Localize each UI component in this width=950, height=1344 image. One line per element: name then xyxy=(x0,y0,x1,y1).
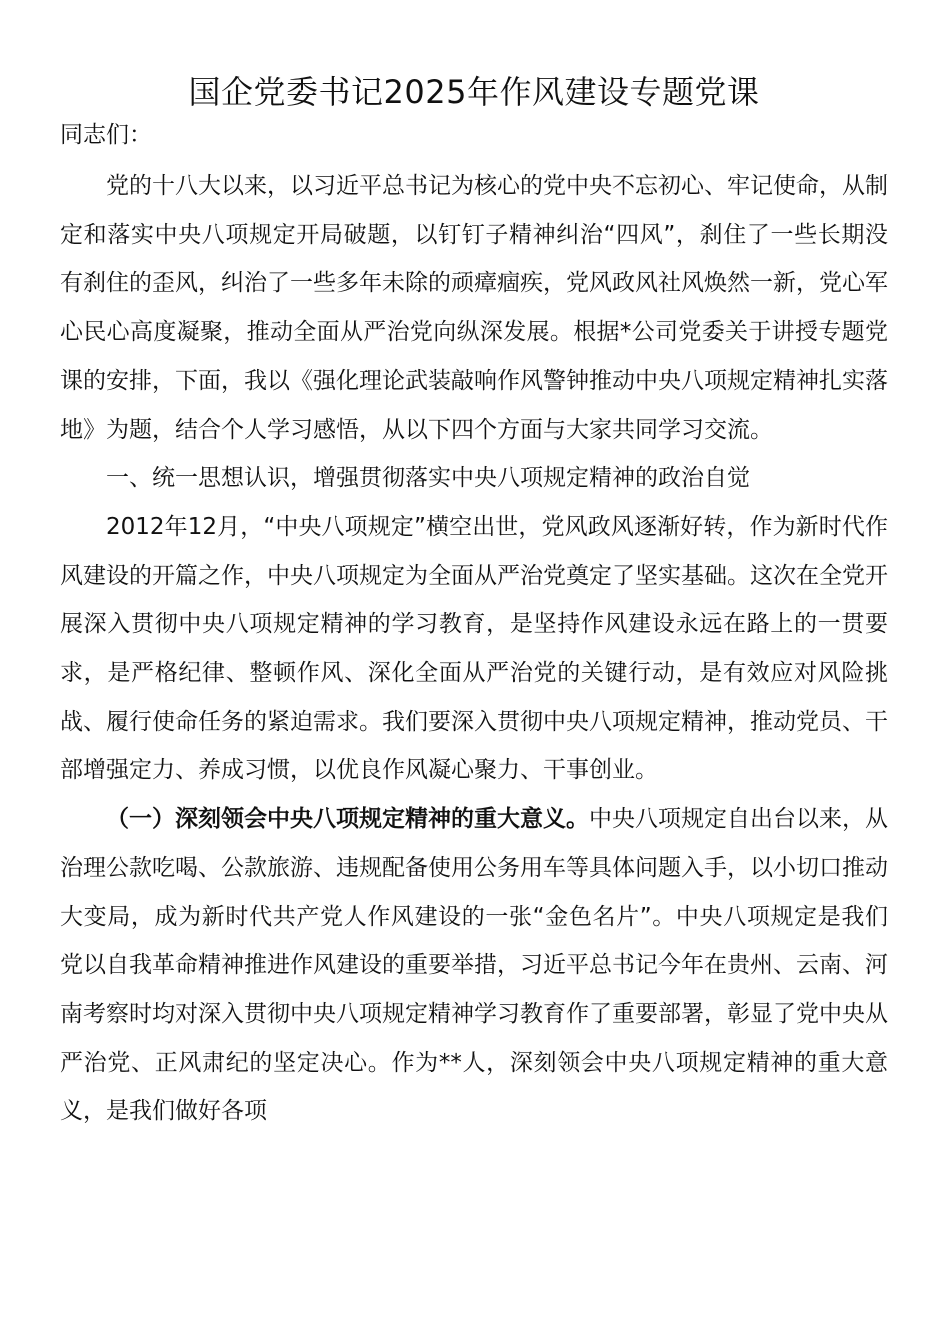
subsection-paragraph xyxy=(60,795,888,1136)
intro-paragraph: 党的十八大以来，以习近平总书记为核心的党中央不忘初心、牢记使命，从制定和落实中央八项规定开局破题，以钉钉子精神纠治“四风”，刹住了一些长期没有刹住的歪风，纠治了一些多年未除的顽瘴痼疾，党风政风社风焕然一新，党心军心民心高度凝聚，推动全面从严治党向纵深发展。根据*公司党委关于讲授专题党课的安排，下面，我以《强化理论武装敲响作风警钟推动中央八项规定精神扎实落地》为题，结合个人学习感悟，从以下四个方面与大家共同学习交流。 xyxy=(60,173,888,443)
section-heading: 一、统一思想认识，增强贯彻落实中央八项规定精神的政治自觉 xyxy=(106,465,750,492)
section-paragraph: 2012年12月，“中央八项规定”横空出世，党风政风逐渐好转，作为新时代作风建设的开篇之作，中央八项规定为全面从严治党奠定了坚实基础。这次在全党开展深入贯彻中央八项规定精神的学习教育，是坚持作风建设永远在路上的一贯要求，是严格纪律、整顿作风、深化全面从严治党的关键行动，是有效应对风险挑战、履行使命任务的紧迫需求。我们要深入贯彻中央八项规定精神，推动党员、干部增强定力、养成习惯，以优良作风凝心聚力、干事创业。 xyxy=(60,513,888,784)
document-title: 国企党委书记2025年作风建设专题党课 xyxy=(188,73,760,111)
subsection-body: 中央八项规定自出台以来，从治理公款吃喝、公款旅游、违规配备使用公务用车等具体问题入手，以小切口推动大变局，成为新时代共产党人作风建设的一张“金色名片”。中央八项规定是我们党以自我革命精神推进作风建设的重要举措，习近平总书记今年在贵州、云南、河南考察时均对深入贯彻中央八项规定精神学习教育作了重要部署，彰显了党中央从严治党、正风肃纪的坚定决心。作为**人，深刻领会中央八项规定精神的重大意义，是我们做好各项 xyxy=(60,806,888,1125)
subsection-heading: （一）深刻领会中央八项规定精神的重大意义。 xyxy=(106,806,589,833)
salutation: 同志们： xyxy=(60,122,152,148)
